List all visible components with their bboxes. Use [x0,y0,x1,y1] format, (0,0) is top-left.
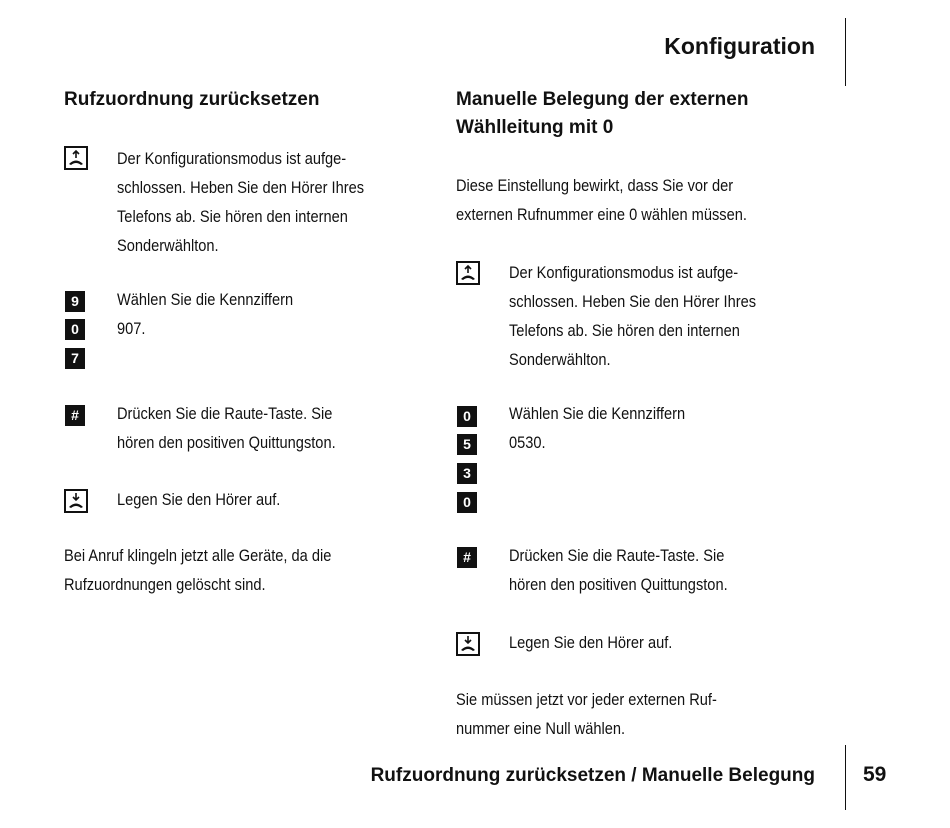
left-step2-text [117,285,322,343]
right-step1-text [509,258,796,374]
left-note [64,541,375,599]
text-line: schlossen. Heben Sie den Hörer Ihres [117,178,365,197]
footer-rule [845,745,846,810]
text-line: Wählen Sie die Kennziffern [117,290,294,309]
text-line: Diese Einstellung bewirkt, dass Sie vor der [456,176,734,195]
hash-key: # [457,547,477,568]
text-line: Telefons ab. Sie hören den internen [117,207,348,226]
text-line: Sie müssen jetzt vor jeder externen Ruf- [456,690,717,709]
text-line: externen Rufnummer eine 0 wählen müssen. [456,205,747,224]
footer-title: Rufzuordnung zurücksetzen / Manuelle Belegung [370,765,815,786]
left-step1-text [117,144,404,260]
chapter-title: Konfiguration [664,33,815,59]
text-line: hören den positiven Quittungston. [509,575,728,594]
digit-key-9: 9 [65,291,85,312]
text-line: 0530. [509,433,546,452]
digit-key-3: 3 [457,463,477,484]
handset-hangup-icon [64,489,88,513]
text-line: nummer eine Null wählen. [456,719,626,738]
text-line: Sonderwählton. [117,236,219,255]
page-number: 59 [863,763,887,786]
right-heading [456,86,748,142]
header-rule [845,18,846,86]
text-line: hören den positiven Quittungston. [117,433,336,452]
right-step3-text [509,541,763,599]
left-heading: Rufzuordnung zurücksetzen [64,89,320,110]
handset-lift-icon [64,146,88,170]
text-line: Bei Anruf klingeln jetzt alle Geräte, da die [64,546,332,565]
heading-line: Manuelle Belegung der externen [456,89,749,110]
text-line: Der Konfigurationsmodus ist aufge- [509,263,739,282]
left-step4-text [117,485,307,514]
right-step2-text [509,399,714,457]
text-line: Wählen Sie die Kennziffern [509,404,686,423]
text-line: Legen Sie den Hörer auf. [117,490,281,509]
digit-key-7: 7 [65,348,85,369]
text-line: Rufzuordnungen gelöscht sind. [64,575,266,594]
digit-key-0: 0 [457,492,477,513]
digit-key-0: 0 [457,406,477,427]
text-line: Legen Sie den Hörer auf. [509,633,673,652]
handset-lift-icon [456,261,480,285]
digit-key-0: 0 [65,319,85,340]
text-line: Telefons ab. Sie hören den internen [509,321,740,340]
hash-key: # [65,405,85,426]
text-line: Drücken Sie die Raute-Taste. Sie [117,404,333,423]
right-intro [456,171,794,229]
text-line: Sonderwählton. [509,350,611,369]
text-line: Drücken Sie die Raute-Taste. Sie [509,546,725,565]
left-step3-text [117,399,371,457]
heading-line: Wählleitung mit 0 [456,117,614,138]
handset-hangup-icon [456,632,480,656]
text-line: Der Konfigurationsmodus ist aufge- [117,149,347,168]
right-note [456,685,759,743]
right-step4-text [509,628,699,657]
digit-key-5: 5 [457,434,477,455]
text-line: schlossen. Heben Sie den Hörer Ihres [509,292,757,311]
text-line: 907. [117,319,146,338]
